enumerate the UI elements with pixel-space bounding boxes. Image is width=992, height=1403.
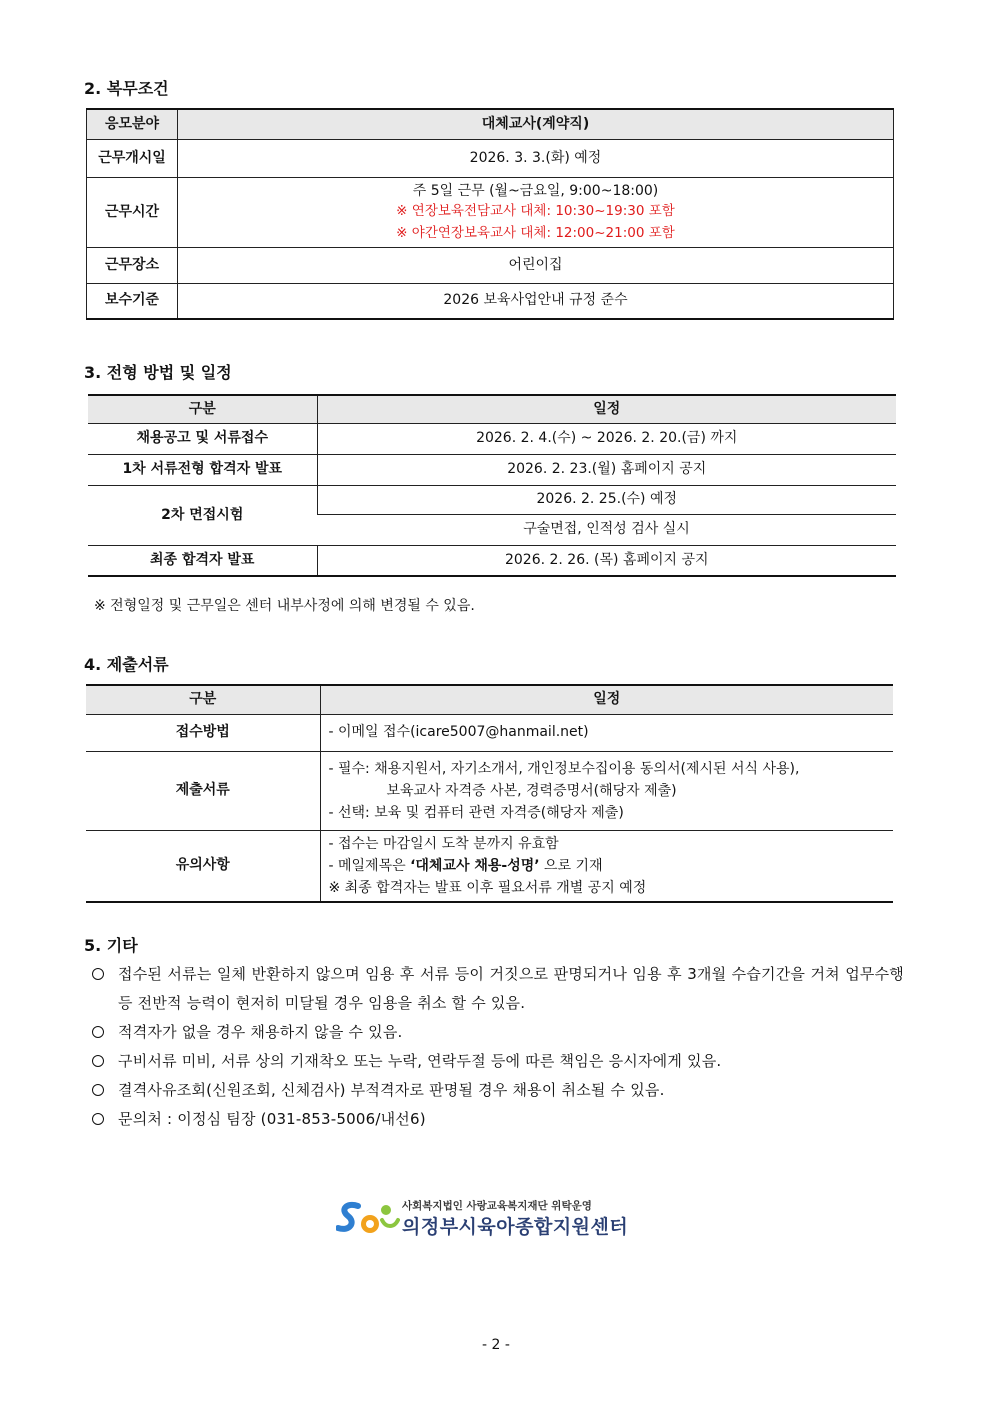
etc-list [92,960,904,1134]
logo-name: 의정부시육아종합지원센터 [402,1216,629,1238]
header-schedule: 일정 [317,395,896,423]
section-title-documents: 4. 제출서류 [84,655,169,674]
row-key-interview: 2차 면접시험 [88,485,317,545]
row-value-start-date: 2026. 3. 3.(화) 예정 [178,139,894,177]
circle-bullet-icon [92,968,104,980]
circle-bullet-icon [92,1113,104,1125]
notes-line-deadline: - 접수는 마감일시 도착 분까지 유효함 [328,835,559,852]
row-key-location: 근무장소 [87,247,178,283]
notes-line-final: ※ 최종 합격자는 발표 이후 필요서류 개별 공지 예정 [328,879,647,896]
center-logo [336,1198,656,1238]
row-value-location: 어린이집 [178,247,894,283]
documents-table [86,684,893,903]
row-value-notes [320,830,893,902]
header-category: 구분 [86,685,320,714]
row-key-final: 최종 합격자 발표 [88,545,317,576]
row-value-work-hours [178,177,894,247]
work-conditions-table [86,108,894,320]
row-key-notes: 유의사항 [86,830,320,902]
required-docs-line-cont: 보육교사 자격증 사본, 경력증명서(해당자 제출) [386,782,677,799]
row-key-announcement: 채용공고 및 서류접수 [88,423,317,454]
list-item: 적격자가 없을 경우 채용하지 않을 수 있음. [92,1018,904,1047]
row-key-required-docs: 제출서류 [86,751,320,830]
selection-schedule-table [88,394,896,577]
circle-bullet-icon [92,1026,104,1038]
page-number: - 2 - [482,1337,510,1353]
row-value-required-docs [320,751,893,830]
row-key-start-date: 근무개시일 [87,139,178,177]
row-key-first-round: 1차 서류전형 합격자 발표 [88,454,317,485]
list-item: 구비서류 미비, 서류 상의 기재착오 또는 누락, 연락두절 등에 따른 책임은 응시자에게 있음. [92,1047,904,1076]
section-title-etc: 5. 기타 [84,936,138,955]
optional-docs-line: - 선택: 보육 및 컴퓨터 관련 자격증(해당자 제출) [328,804,624,821]
schedule-change-note: ※ 전형일정 및 근무일은 센터 내부사정에 의해 변경될 수 있음. [94,598,475,614]
email-subject-format: ‘대체교사 채용-성명’ [410,857,540,874]
required-docs-line: - 필수: 채용지원서, 자기소개서, 개인정보수집이용 동의서(제시된 서식 사용), [328,760,800,777]
header-category: 구분 [88,395,317,423]
section-title-work-conditions: 2. 복무조건 [84,79,169,98]
header-schedule: 일정 [320,685,893,714]
row-value-announcement: 2026. 2. 4.(수) ~ 2026. 2. 20.(금) 까지 [317,423,896,454]
circle-bullet-icon [92,1055,104,1067]
row-value-interview-date: 2026. 2. 25.(수) 예정 [317,485,896,514]
row-key-submission-method: 접수방법 [86,714,320,751]
work-hours-main: 주 5일 근무 (월~금요일, 9:00~18:00) [412,182,659,199]
circle-bullet-icon [92,1084,104,1096]
row-value-submission-method: - 이메일 접수(icare5007@hanmail.net) [320,714,893,751]
row-value-interview-method: 구술면접, 인적성 검사 실시 [317,514,896,545]
work-hours-note-extended: ※ 연장보육전담교사 대체: 10:30~19:30 포함 [396,202,675,219]
header-field: 응모분야 [87,109,178,139]
row-value-first-round: 2026. 2. 23.(월) 홈페이지 공지 [317,454,896,485]
list-item: 접수된 서류는 일체 반환하지 않으며 임용 후 서류 등이 거짓으로 판명되거나 임용 후 3개월 수습기간을 거쳐 업무수행 등 전반적 능력이 현저히 미달될 경우 임용을 취소 할 수 있음. [92,960,904,1018]
list-item: 문의처 : 이정심 팀장 (031-853-5006/내선6) [92,1105,904,1134]
work-hours-note-night: ※ 야간연장보육교사 대체: 12:00~21:00 포함 [396,224,675,241]
logo-subtitle: 사회복지법인 사랑교육복지재단 위탁운영 [402,1200,592,1212]
row-key-work-hours: 근무시간 [87,177,178,247]
row-key-salary: 보수기준 [87,283,178,319]
row-value-salary: 2026 보육사업안내 규정 준수 [178,283,894,319]
notes-line-subject: - 메일제목은 ‘대체교사 채용-성명’ 으로 기재 [328,857,603,874]
row-value-final: 2026. 2. 26. (목) 홈페이지 공지 [317,545,896,576]
center-logo-icon [336,1198,400,1238]
list-item: 결격사유조회(신원조회, 신체검사) 부적격자로 판명될 경우 채용이 취소될 수 있음. [92,1076,904,1105]
section-title-selection: 3. 전형 방법 및 일정 [84,363,232,382]
header-position: 대체교사(계약직) [178,109,894,139]
